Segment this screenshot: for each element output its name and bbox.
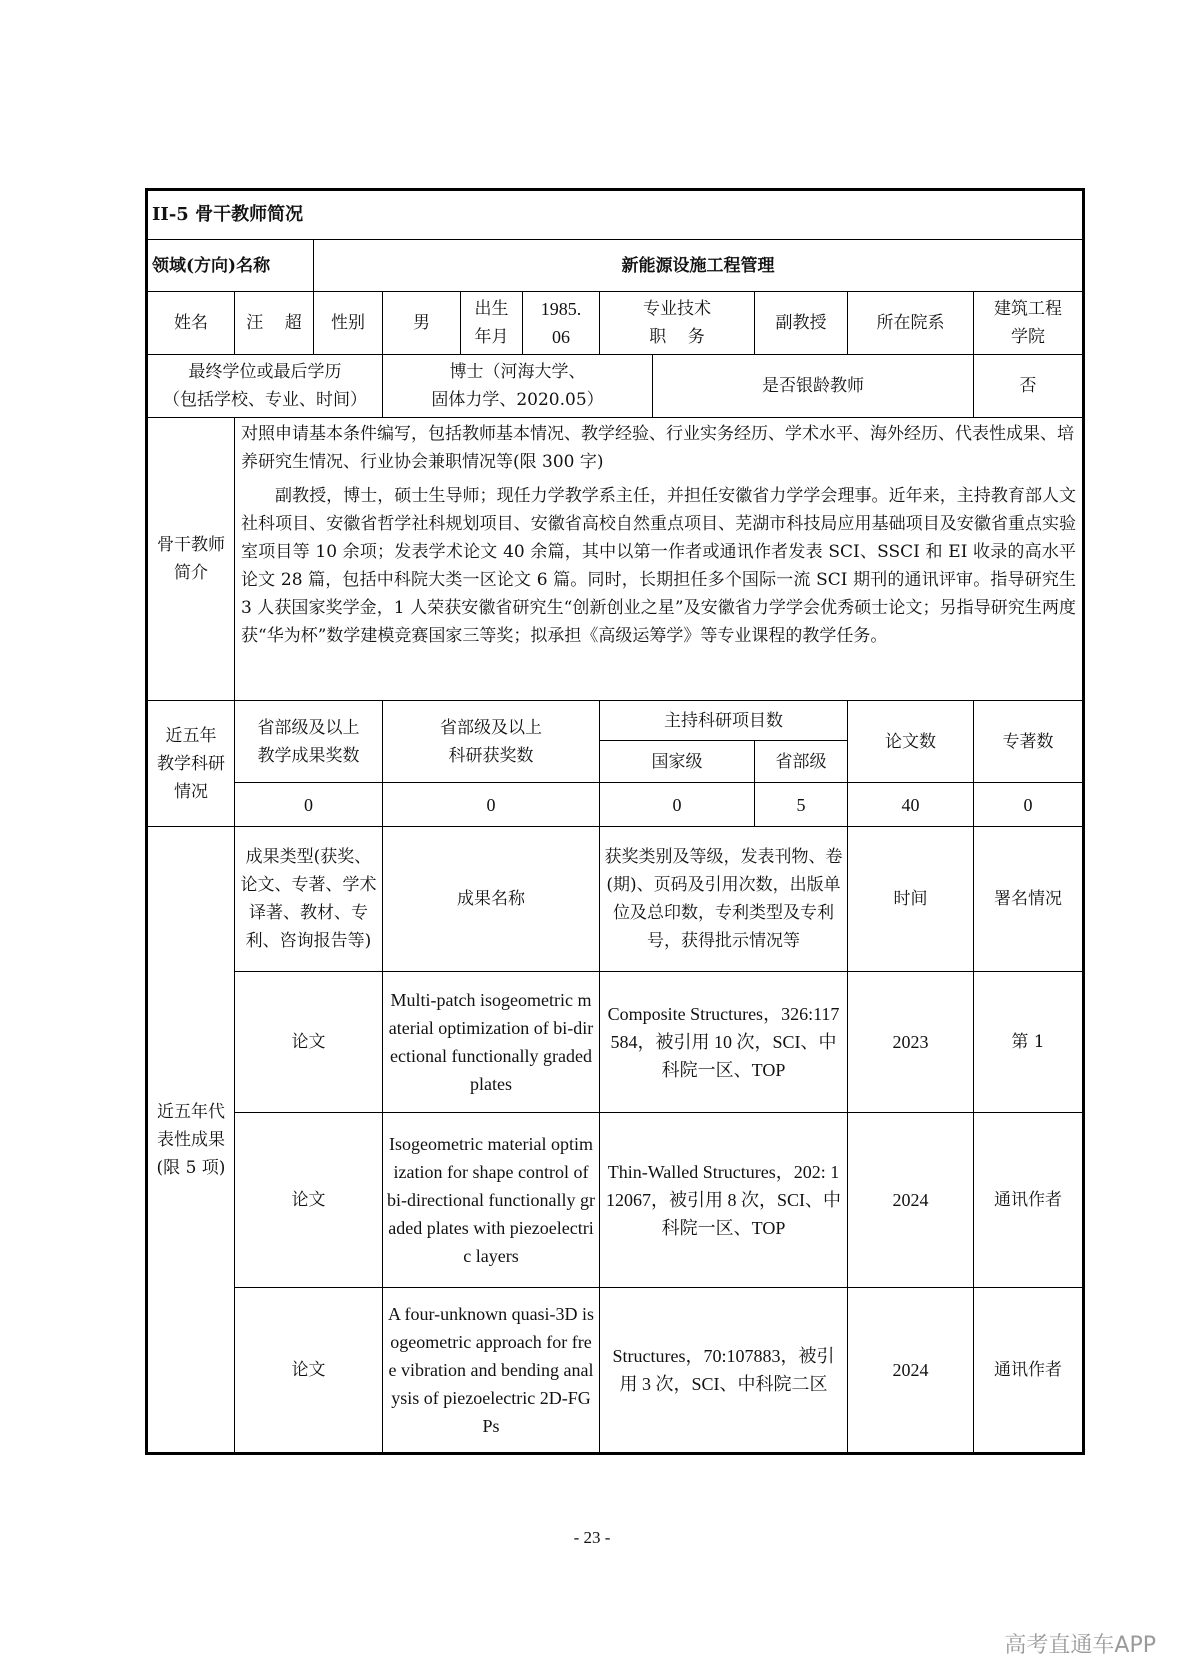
birth-label — [461, 292, 523, 355]
books-header: 专著数 — [974, 701, 1084, 783]
achievement-row — [147, 1113, 1084, 1288]
page-number: - 23 - — [573, 1528, 611, 1547]
research-side-label-line3: 情况 — [174, 781, 208, 802]
birth-value-line2: 06 — [552, 327, 570, 347]
teaching-award-value: 0 — [235, 783, 383, 827]
provincial-projects-value: 5 — [755, 783, 848, 827]
teaching-award-header-line2: 教学成果奖数 — [257, 745, 360, 766]
dept-label: 所在院系 — [848, 292, 974, 355]
teacher-profile-table — [145, 188, 1085, 1455]
degree-row — [147, 355, 1084, 418]
birth-label-line2: 年月 — [474, 327, 509, 347]
achievement-time: 2024 — [848, 1113, 974, 1288]
dept-value — [974, 292, 1084, 355]
research-award-header-line2: 科研获奖数 — [448, 745, 534, 766]
research-award-header-line1: 省部级及以上 — [440, 717, 542, 738]
achievement-detail: Structures，70:107883，被引用 3 次，SCI、中科院二区 — [600, 1288, 848, 1454]
achievement-time: 2023 — [848, 972, 974, 1113]
research-side-label-line1: 近五年 — [165, 725, 217, 746]
achievement-sign: 通讯作者 — [974, 1113, 1084, 1288]
projects-header: 主持科研项目数 — [600, 701, 848, 741]
national-projects-header: 国家级 — [600, 741, 755, 783]
achievement-detail: Thin-Walled Structures，202: 112067，被引用 8 次，SCI、中科院一区、TOP — [600, 1113, 848, 1288]
achievement-row — [147, 1288, 1084, 1454]
research-header-row-1 — [147, 701, 1084, 741]
research-award-header — [383, 701, 600, 783]
national-projects-value: 0 — [600, 783, 755, 827]
achievement-name-header: 成果名称 — [383, 827, 600, 972]
silver-teacher-label: 是否银龄教师 — [653, 355, 974, 418]
degree-label-line2: （包括学校、专业、时间） — [163, 390, 367, 410]
intro-instruction: 对照申请基本条件编写，包括教师基本情况、教学经验、行业实务经历、学术水平、海外经历、代表性成果、培养研究生情况、行业协会兼职情况等(限 300 字) — [241, 424, 1074, 472]
degree-value-line2: 固体力学、2020.05） — [431, 390, 604, 410]
gender-value: 男 — [383, 292, 461, 355]
books-value: 0 — [974, 783, 1084, 827]
title-label-line1: 专业技术 — [643, 299, 711, 319]
field-row — [147, 240, 1084, 292]
achievement-time: 2024 — [848, 1288, 974, 1454]
degree-label-line1: 最终学位或最后学历 — [188, 362, 342, 382]
research-values-row — [147, 783, 1084, 827]
field-value: 新能源设施工程管理 — [314, 240, 1084, 292]
achievement-time-header: 时间 — [848, 827, 974, 972]
intro-body: 副教授，博士，硕士生导师；现任力学教学系主任，并担任安徽省力学学会理事。近年来，主持教育部人文社科项目、安徽省哲学社科规划项目、安徽省高校自然重点项目、芜湖市科技局应用基础项目及安徽省重点实验室项目等 10 余项；发表学术论文 40 余篇，其中以第一作者或通讯作者发表 SCI、SSCI 和 EI 收录的高水平论文 28 篇，包括中科院大类一区论文 6 篇。同时，长期担任多个国际一流 SCI 期刊的通讯评审。指导研究生 3 人获国家奖学金，1 人荣获安徽省研究生“创新创业之星”及安徽省力学学会优秀硕士论文；另指导研究生两度获“华为杯”数学建模竞赛国家三等奖；拟承担《高级运筹学》等专业课程的教学任务。 — [241, 486, 1077, 646]
achievement-row — [147, 972, 1084, 1113]
achievement-name: Isogeometric material optimization for shape control of bi-directional functionally graded plates with piezoelectric layers — [383, 1113, 600, 1288]
achievement-name: Multi-patch isogeometric material optimization of bi-directional functionally graded plates — [383, 972, 600, 1113]
achievements-side-label-line2: 表性成果 — [157, 1129, 225, 1150]
gender-label: 性别 — [314, 292, 383, 355]
papers-value: 40 — [848, 783, 974, 827]
degree-value — [383, 355, 653, 418]
birth-value — [523, 292, 600, 355]
achievement-type: 论文 — [235, 1113, 383, 1288]
achievement-detail-header: 获奖类别及等级，发表刊物、卷(期)、页码及引用次数，出版单位及总印数，专利类型及专利号，获得批示情况等 — [600, 827, 848, 972]
achievement-type-header: 成果类型(获奖、论文、专著、学术译著、教材、专利、咨询报告等) — [235, 827, 383, 972]
title-label — [600, 292, 755, 355]
basic-info-row — [147, 292, 1084, 355]
document-page — [145, 188, 1082, 1455]
achievements-side-label — [147, 827, 235, 1454]
intro-side-label — [147, 418, 235, 701]
intro-side-label-line2: 简介 — [174, 563, 208, 583]
achievement-detail: Composite Structures，326:117584，被引用 10 次，SCI、中科院一区、TOP — [600, 972, 848, 1113]
research-award-value: 0 — [383, 783, 600, 827]
achievements-side-label-line3: (限 5 项) — [156, 1157, 226, 1178]
section-title: II-5 骨干教师简况 — [147, 190, 1084, 240]
degree-label — [147, 355, 383, 418]
achievement-type: 论文 — [235, 1288, 383, 1454]
name-value: 汪 超 — [235, 292, 314, 355]
dept-value-line1: 建筑工程 — [994, 299, 1063, 319]
achievement-name: A four-unknown quasi-3D isogeometric approach for free vibration and bending analysis of piezoelectric 2D-FGPs — [383, 1288, 600, 1454]
title-label-line2: 职 务 — [649, 327, 705, 347]
achievements-side-label-line1: 近五年代 — [157, 1101, 225, 1122]
teaching-award-header-line1: 省部级及以上 — [257, 717, 360, 738]
dept-value-line2: 学院 — [1011, 327, 1046, 347]
achievement-sign-header: 署名情况 — [974, 827, 1084, 972]
degree-value-line1: 博士（河海大学、 — [449, 362, 586, 382]
research-side-label — [147, 701, 235, 827]
intro-row — [147, 418, 1084, 701]
watermark: 高考直通车APP — [1004, 1633, 1156, 1658]
section-title-row — [147, 190, 1084, 240]
name-label: 姓名 — [147, 292, 235, 355]
field-label: 领域(方向)名称 — [147, 240, 314, 292]
birth-label-line1: 出生 — [474, 299, 509, 319]
teaching-award-header — [235, 701, 383, 783]
birth-value-line1: 1985. — [540, 299, 582, 319]
intro-content — [235, 418, 1084, 701]
achievement-sign: 第 1 — [974, 972, 1084, 1113]
provincial-projects-header: 省部级 — [755, 741, 848, 783]
papers-header: 论文数 — [848, 701, 974, 783]
intro-side-label-line1: 骨干教师 — [157, 535, 225, 555]
achievement-type: 论文 — [235, 972, 383, 1113]
research-side-label-line2: 教学科研 — [157, 753, 225, 774]
title-value: 副教授 — [755, 292, 848, 355]
achievement-sign: 通讯作者 — [974, 1288, 1084, 1454]
achievements-header-row — [147, 827, 1084, 972]
silver-teacher-value: 否 — [974, 355, 1084, 418]
